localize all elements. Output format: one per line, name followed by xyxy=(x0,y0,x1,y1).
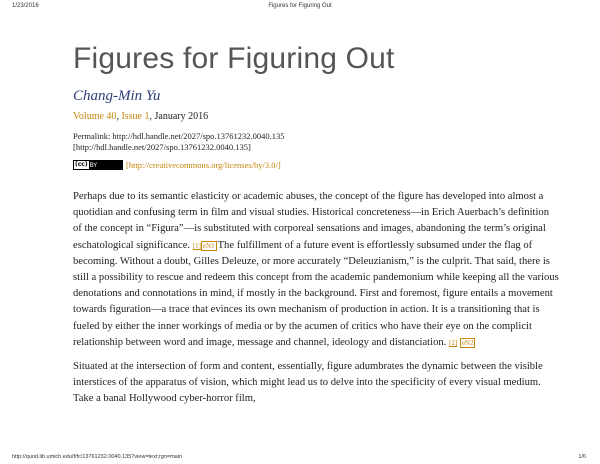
issue-link[interactable]: Issue 1 xyxy=(121,111,150,122)
print-footer-url: http://quod.lib.umich.edu/f/fc/13761232.0040.135?view=text;rgn=main xyxy=(12,454,183,460)
endnote-2-link[interactable]: eN2 xyxy=(461,338,474,347)
meta-separator: , xyxy=(116,111,122,122)
article-author: Chang-Min Yu xyxy=(73,88,161,104)
article-body xyxy=(73,189,559,416)
permalink-text: Permalink: http://hdl.handle.net/2027/spo.13761232.0040.135 xyxy=(73,131,285,141)
permalink-bracket: [http://hdl.handle.net/2027/spo.13761232.0040.135] xyxy=(73,142,251,152)
cc-badge-left: (cc) xyxy=(75,161,88,168)
paragraph-1-part-b: The fulfillment of a future event is effortlessly subsumed under the flag of becoming. Without a doubt, Gilles Deleuze, or more accurately “Deleuzianism,” is the culprit. That said, there is still a possibility to rescue and redeem this concept from the academic pandemonium while keeping all the various denotations and connotations in mind, if mostly in the background. First and foremost, figure entails a movement towards figuration—a trace that evinces its own mechanism of production in action. It is a transitioning that is fueled by either the inner workings of media or by the acumen of critics who have their eye on the complicit relationship between word and image, message and channel, ideology and distanciation. xyxy=(73,239,559,348)
paragraph-2: Situated at the intersection of form and content, essentially, figure adumbrates the dynamic between the visible interstices of the apparatus of vision, which might lead us to delve into the specificity of every visual medium. Take a banal Hollywood cyber-horror film, xyxy=(73,361,543,405)
permalink-block xyxy=(73,131,285,153)
print-date: 1/23/2016 xyxy=(12,3,39,9)
paragraph-1 xyxy=(73,189,559,351)
article-title: Figures for Figuring Out xyxy=(73,42,395,75)
article-meta xyxy=(73,111,208,122)
cc-license-badge-icon[interactable] xyxy=(73,160,123,170)
license-link[interactable]: [http://creativecommons.org/licenses/by/3.0/] xyxy=(126,160,281,170)
volume-link[interactable]: Volume 40 xyxy=(73,111,117,122)
footnote-1-link[interactable]: [1] xyxy=(192,241,201,250)
print-page-number: 1/6 xyxy=(578,454,586,460)
paragraph-1-part-a: Perhaps due to its semantic elasticity or academic abuses, the concept of the figure has developed into almost a quotidian and confusing term in film and visual studies. Historical concreteness—in Erich Auerbach’s definition of the concept in “Figura”—is substituted with corporeal sensations and images, abandoning the term’s original eschatological significance. xyxy=(73,191,550,251)
footnote-2-link[interactable]: [2] xyxy=(448,338,458,347)
license-block xyxy=(73,160,281,170)
cc-badge-mid: BY xyxy=(89,161,98,169)
article-date: , January 2016 xyxy=(149,111,209,122)
endnote-1-link[interactable]: eN1 xyxy=(202,241,215,250)
print-page-title: Figures for Figuring Out xyxy=(268,3,332,9)
